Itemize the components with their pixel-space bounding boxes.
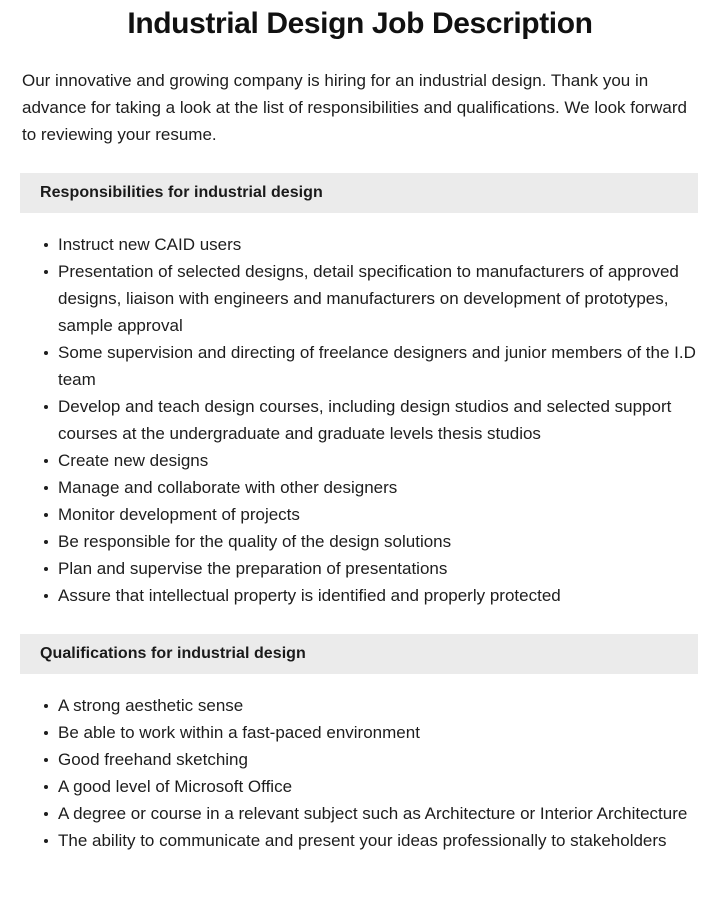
list-item: A degree or course in a relevant subject such as Architecture or Interior Architecture [58, 800, 698, 827]
list-item: Some supervision and directing of freelance designers and junior members of the I.D team [58, 339, 698, 393]
section-responsibilities [0, 173, 720, 609]
page-title: Industrial Design Job Description [127, 7, 593, 40]
qualifications-list [0, 674, 720, 854]
section-header-responsibilities [20, 173, 698, 213]
list-item: Instruct new CAID users [58, 231, 698, 258]
list-item: Manage and collaborate with other designers [58, 474, 698, 501]
section-heading-label: Qualifications for industrial design [40, 645, 306, 662]
list-item: Assure that intellectual property is identified and properly protected [58, 582, 698, 609]
list-item: A strong aesthetic sense [58, 692, 698, 719]
list-item: Good freehand sketching [58, 746, 698, 773]
list-item: Plan and supervise the preparation of presentations [58, 555, 698, 582]
section-header-qualifications [20, 634, 698, 674]
list-item: Presentation of selected designs, detail specification to manufacturers of approved designs, liaison with engineers and manufacturers on development of prototypes, sample approval [58, 258, 698, 339]
list-item: Be responsible for the quality of the design solutions [58, 528, 698, 555]
section-qualifications [0, 634, 720, 854]
list-item: Create new designs [58, 447, 698, 474]
list-item: Monitor development of projects [58, 501, 698, 528]
list-item: A good level of Microsoft Office [58, 773, 698, 800]
responsibilities-list [0, 213, 720, 609]
list-item: Develop and teach design courses, including design studios and selected support courses at the undergraduate and graduate levels thesis studios [58, 393, 698, 447]
bottom-spacer [0, 854, 720, 876]
section-heading-label: Responsibilities for industrial design [40, 184, 323, 201]
list-item: Be able to work within a fast-paced environment [58, 719, 698, 746]
intro-paragraph: Our innovative and growing company is hiring for an industrial design. Thank you in advance for taking a look at the list of responsibilities and qualifications. We look forward to reviewing your resume. [22, 71, 687, 144]
list-item: The ability to communicate and present your ideas professionally to stakeholders [58, 827, 698, 854]
